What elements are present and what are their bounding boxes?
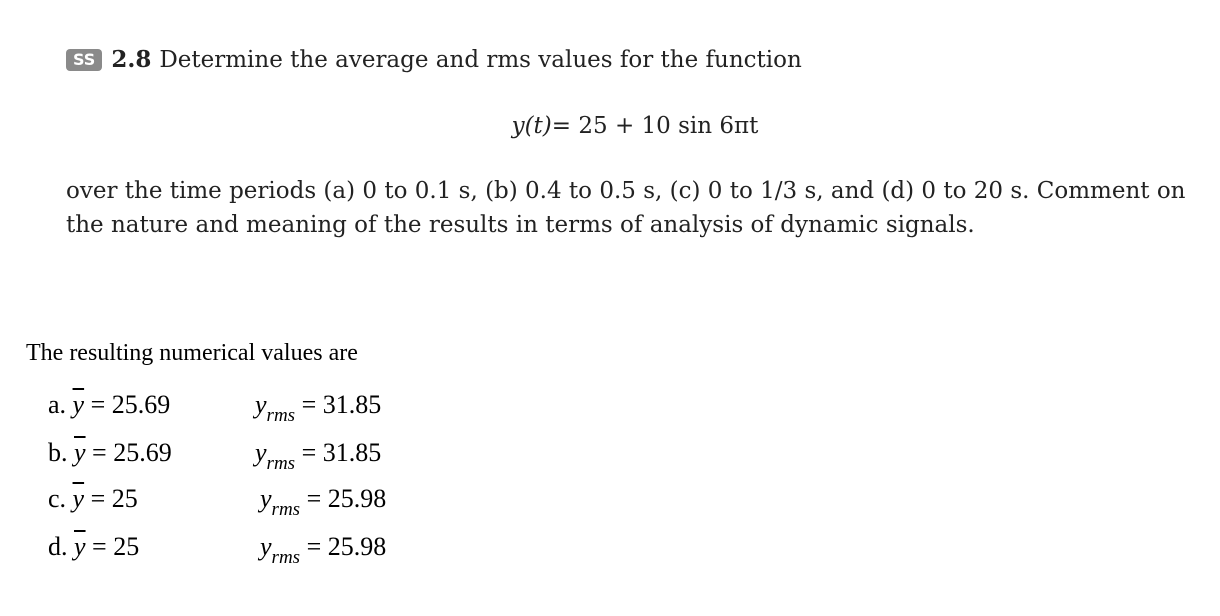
rms-value bbox=[255, 438, 382, 474]
rms-value bbox=[255, 390, 382, 426]
equation-rhs: = 25 + 10 sin 6πt bbox=[551, 113, 759, 139]
average-value bbox=[48, 438, 172, 468]
average-number: = 25 bbox=[92, 532, 140, 561]
rms-value bbox=[260, 484, 387, 520]
rms-number: = 25.98 bbox=[306, 484, 387, 513]
rms-number: = 31.85 bbox=[301, 438, 382, 467]
ybar-symbol: $\overline{y}$ bbox=[72, 390, 85, 419]
row-label: d. bbox=[48, 532, 68, 561]
ybar-symbol: $\overline{y}$ bbox=[74, 532, 86, 561]
average-value bbox=[48, 532, 139, 562]
rms-subscript: rms bbox=[266, 453, 296, 474]
row-label: a. bbox=[48, 390, 67, 419]
ybar-symbol: $\overline{y}$ bbox=[72, 484, 85, 513]
row-label: b. bbox=[48, 438, 68, 467]
problem-statement: Determine the average and rms values for the function bbox=[159, 46, 802, 73]
average-value bbox=[48, 484, 138, 514]
rms-number: = 25.98 bbox=[306, 532, 387, 561]
rms-subscript: rms bbox=[271, 499, 301, 520]
ss-badge: SS bbox=[66, 49, 102, 71]
average-value bbox=[48, 390, 170, 420]
rms-number: = 31.85 bbox=[301, 390, 382, 419]
row-label: c. bbox=[48, 484, 67, 513]
average-number: = 25 bbox=[90, 484, 138, 513]
rms-symbol: y bbox=[255, 390, 267, 419]
rms-subscript: rms bbox=[271, 547, 301, 568]
problem-number: 2.8 bbox=[111, 46, 152, 73]
ybar-symbol: $\overline{y}$ bbox=[74, 438, 86, 467]
problem-body: over the time periods (a) 0 to 0.1 s, (b) 0.4 to 0.5 s, (c) 0 to 1/3 s, and (d) 0 to 20 s. Comment on the nature and meaning of the results in terms of analysis of dynamic signals. bbox=[66, 178, 1186, 238]
rms-symbol: y bbox=[260, 532, 272, 561]
average-number: = 25.69 bbox=[92, 438, 172, 467]
equation-lhs: y(t) bbox=[511, 113, 552, 139]
rms-value bbox=[260, 532, 387, 568]
rms-symbol: y bbox=[260, 484, 272, 513]
rms-subscript: rms bbox=[266, 405, 296, 426]
problem-header bbox=[66, 46, 802, 73]
average-number: = 25.69 bbox=[90, 390, 171, 419]
function-equation bbox=[0, 113, 1220, 139]
results-intro: The resulting numerical values are bbox=[26, 340, 358, 366]
rms-symbol: y bbox=[255, 438, 267, 467]
